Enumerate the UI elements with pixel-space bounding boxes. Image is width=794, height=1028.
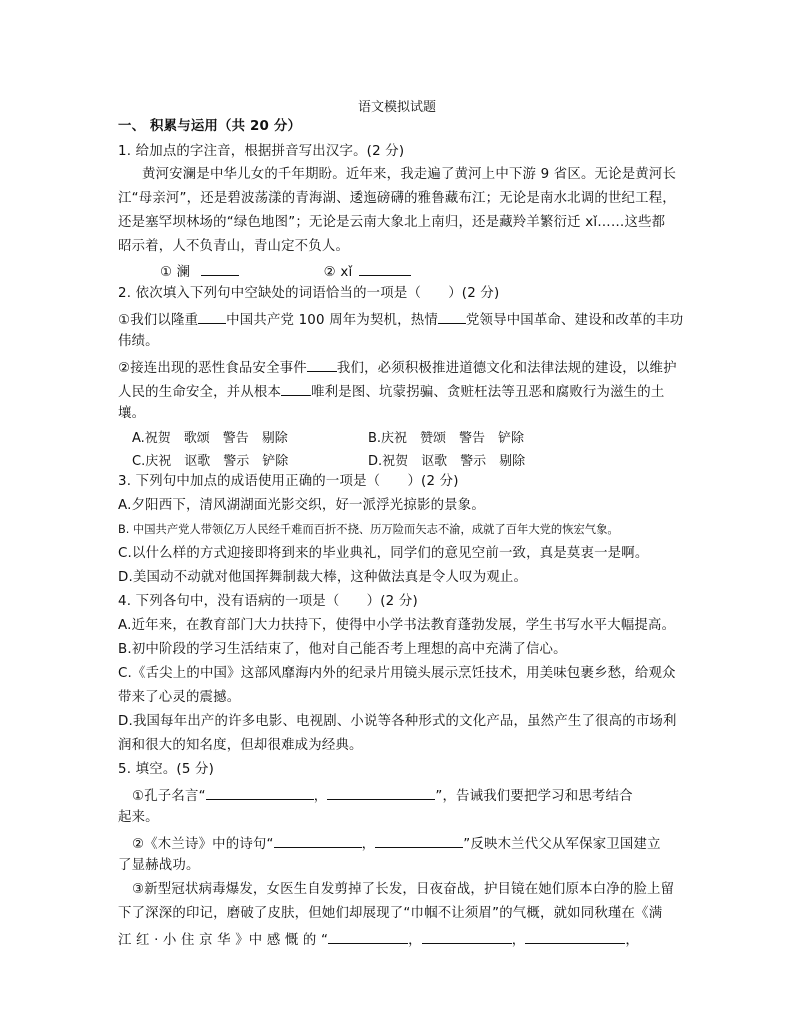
text-segment: ①我们以隆重	[118, 313, 199, 328]
text-segment: ，	[511, 933, 526, 948]
q2-sentence-line	[118, 381, 678, 402]
q1-passage-line: 昭示着，人不负青山，青山定不负人。	[118, 239, 350, 254]
q4-stem: 4. 下列各句中，没有语病的一项是（ ）(2 分)	[118, 594, 418, 609]
q5-line: 起来。	[118, 810, 159, 825]
q2-sentence-line: 伟绩。	[118, 334, 159, 349]
q5-line	[132, 833, 692, 854]
text-segment: 中国共产党 100 周年为契机，热情	[226, 313, 438, 328]
q5-line: ③新型冠状病毒爆发，女医生自发剪掉了长发，日夜奋战，护目镜在她们原本白净的脸上留	[132, 882, 675, 897]
q1-answer-row	[160, 261, 720, 282]
text-segment: ，	[408, 933, 422, 948]
answer-blank[interactable]	[327, 785, 435, 800]
answer-blank[interactable]	[422, 929, 512, 944]
q2-sentence-line	[118, 357, 678, 378]
text-segment: 党领导中国革命、建设和改革的丰功	[465, 313, 684, 328]
text-segment: ②《木兰诗》中的诗句“	[132, 837, 274, 852]
q4-option-b[interactable]: B.初中阶段的学习生活结束了，他对自己能否考上理想的高中充满了信心。	[118, 642, 567, 657]
q5-line	[118, 929, 678, 950]
q2-option-a[interactable]: A.祝贺 歌颂 警告 剔除	[132, 431, 288, 446]
text-segment: ，	[625, 933, 639, 948]
q2-option-c[interactable]: C.庆祝 讴歌 警示 铲除	[132, 454, 289, 469]
answer-blank[interactable]	[206, 785, 314, 800]
text-segment: ”，告诫我们要把学习和思考结合	[435, 789, 633, 804]
q1-item-label: ② xǐ	[323, 265, 353, 280]
q5-line	[132, 785, 692, 806]
q2-sentence-line	[118, 309, 684, 330]
answer-blank[interactable]	[359, 261, 411, 276]
answer-blank[interactable]	[375, 833, 463, 848]
answer-blank[interactable]	[438, 309, 466, 324]
text-segment: 人民的生命安全，并从根本	[118, 385, 282, 400]
q1-stem: 1. 给加点的字注音，根据拼音写出汉字。(2 分)	[118, 144, 405, 159]
text-segment: 唯利是图、坑蒙拐骗、贪赃枉法等丑恶和腐败行为滋生的土	[311, 385, 665, 400]
q5-line: 下了深深的印记，磨破了皮肤，但她们却展现了“巾帼不让须眉”的气概，就如同秋瑾在《满	[118, 906, 663, 921]
section-heading: 一、 积累与运用（共 20 分）	[118, 119, 302, 134]
q3-stem: 3. 下列句中加点的成语使用正确的一项是（ ）(2 分)	[118, 474, 459, 489]
answer-blank[interactable]	[525, 929, 625, 944]
answer-blank[interactable]	[201, 261, 239, 276]
q4-option-d[interactable]: D.我国每年出产的许多电影、电视剧、小说等各种形式的文化产品，虽然产生了很高的市场利	[118, 714, 677, 729]
q1-item-label: ① 澜	[160, 265, 191, 280]
q1-passage-line: 江“母亲河”，还是碧波荡漾的青海湖、逶迤磅礴的雅鲁藏布江；无论是南水北调的世纪工程，	[118, 191, 676, 206]
text-segment: 江 红 · 小 住 京 华 》中 感 慨 的 “	[118, 933, 329, 948]
q3-option-b[interactable]: B. 中国共产党人带领亿万人民经千难而百折不挠、历万险而矢志不渝，成就了百年大党的恢宏气象。	[118, 523, 619, 536]
q4-option-d-cont: 润和很大的知名度，但却很难成为经典。	[118, 738, 363, 753]
text-segment: 我们，必须积极推进道德文化和法律法规的建设，以维护	[336, 361, 677, 376]
q2-stem: 2. 依次填入下列句中空缺处的词语恰当的一项是（ ）(2 分)	[118, 286, 500, 301]
text-segment: ①孔子名言“	[132, 789, 206, 804]
text-segment: ”反映木兰代父从军保家卫国建立	[463, 837, 661, 852]
answer-blank[interactable]	[328, 929, 408, 944]
q2-option-d[interactable]: D.祝贺 讴歌 警示 剔除	[368, 454, 526, 469]
q5-stem: 5. 填空。(5 分)	[118, 762, 215, 777]
answer-blank[interactable]	[307, 357, 337, 372]
q2-sentence-line: 壤。	[118, 406, 146, 421]
answer-blank[interactable]	[281, 381, 311, 396]
text-segment: ②接连出现的恶性食品安全事件	[118, 361, 307, 376]
q3-option-a[interactable]: A.夕阳西下，清风湖湖面光影交织，好一派浮光掠影的景象。	[118, 498, 485, 513]
q3-option-c[interactable]: C.以什么样的方式迎接即将到来的毕业典礼，同学们的意见空前一致，真是莫衷一是啊。	[118, 546, 649, 561]
q4-option-c-cont: 带来了心灵的震撼。	[118, 690, 241, 705]
q5-line: 了显赫战功。	[118, 858, 200, 873]
text-segment: ，	[361, 837, 376, 852]
answer-blank[interactable]	[198, 309, 226, 324]
q1-passage-line: 黄河安澜是中华儿女的千年期盼。近年来，我走遍了黄河上中下游 9 省区。无论是黄河长	[142, 167, 677, 182]
q1-passage-line: 还是塞罕坝林场的“绿色地图”；无论是云南大象北上南归，还是藏羚羊繁衍迁 xǐ……这些都	[118, 215, 666, 230]
text-segment: ，	[313, 789, 328, 804]
q4-option-a[interactable]: A.近年来，在教育部门大力扶持下，使得中小学书法教育蓬勃发展，学生书写水平大幅提高。	[118, 618, 676, 633]
answer-blank[interactable]	[274, 833, 362, 848]
q2-option-b[interactable]: B.庆祝 赞颂 警告 铲除	[368, 431, 525, 446]
q4-option-c[interactable]: C.《舌尖上的中国》这部风靡海内外的纪录片用镜头展示烹饪技术，用美味包裹乡愁，给观众	[118, 666, 676, 681]
q3-option-d[interactable]: D.美国动不动就对他国挥舞制裁大棒，这种做法真是令人叹为观止。	[118, 570, 528, 585]
page-title: 语文模拟试题	[357, 100, 436, 115]
